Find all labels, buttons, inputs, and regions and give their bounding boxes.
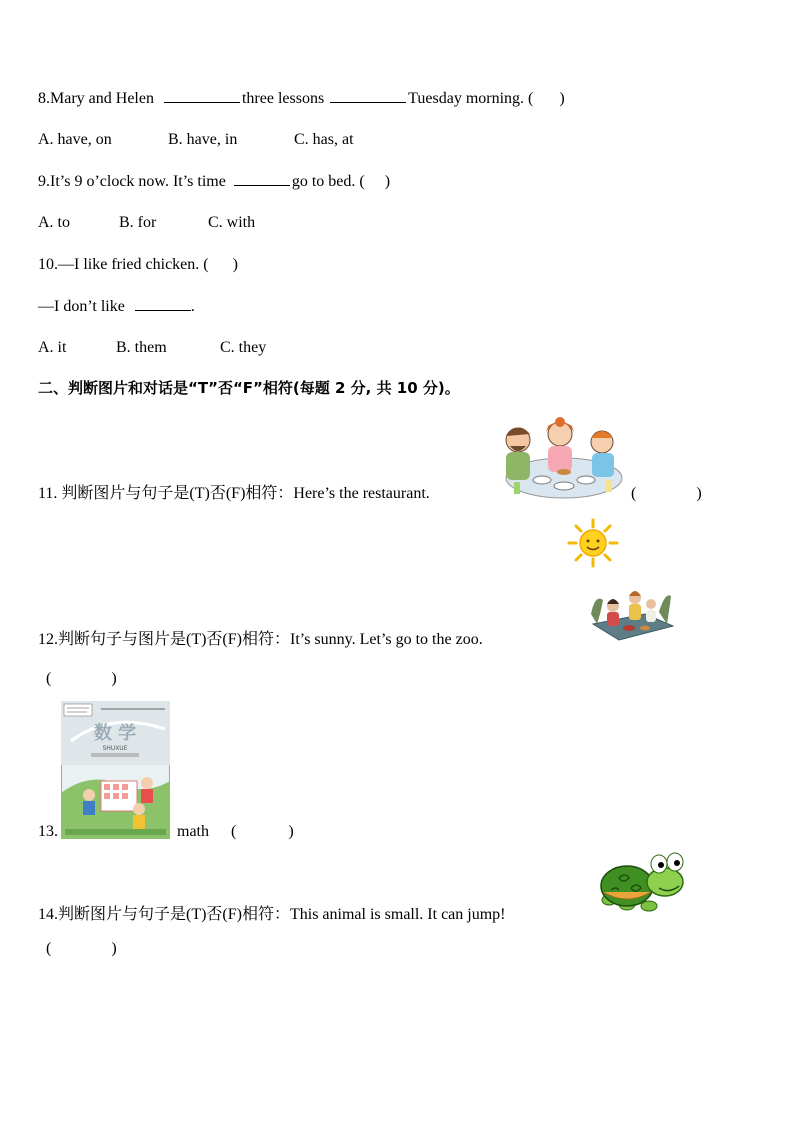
q13-word: math (177, 823, 209, 840)
question-10 (38, 255, 238, 275)
q13-paren-open: ( (231, 823, 237, 840)
turtle-image (597, 848, 689, 920)
q14-paren-close: ) (111, 940, 117, 957)
q8-prefix: 8.Mary and Helen (38, 90, 154, 107)
q8-middle: three lessons (241, 90, 325, 107)
q13-paren-close: ) (288, 823, 294, 840)
question-12 (38, 630, 483, 650)
q13-word-line (177, 822, 209, 842)
q10-line1: 10.—I like fried chicken. ( (38, 256, 209, 273)
q9-prefix: 9.It’s 9 o’clock now. It’s time (38, 173, 226, 190)
q11-text: 11. 判断图片与句子是(T)否(F)相符：Here’s the restaurant. (38, 485, 430, 502)
q8-option-c[interactable]: C. has, at (294, 131, 354, 148)
question-11 (38, 484, 430, 504)
q13-answer-box[interactable] (231, 822, 294, 842)
question-13 (38, 822, 58, 842)
family-dining-image (502, 416, 627, 500)
q9-suffix: go to bed. ( (291, 173, 365, 190)
q11-paren-close: ) (696, 485, 702, 502)
q8-blank-1[interactable] (164, 88, 240, 103)
q8-blank-2[interactable] (330, 88, 406, 103)
q12-answer-box[interactable] (46, 669, 117, 689)
q11-answer-box[interactable] (631, 484, 702, 504)
q9-option-b[interactable]: B. for (119, 214, 157, 231)
q10-option-b[interactable]: B. them (116, 339, 167, 356)
q9-option-a[interactable]: A. to (38, 214, 70, 231)
q12-paren-open: ( (46, 670, 52, 687)
q8-option-b[interactable]: B. have, in (168, 131, 238, 148)
q14-text: 14.判断图片与句子是(T)否(F)相符：This animal is small. It can jump! (38, 906, 506, 923)
section-2-heading: 二、判断图片和对话是“T”否“F”相符(每题 2 分, 共 10 分)。 (38, 379, 460, 397)
q9-blank[interactable] (234, 171, 290, 186)
book-pinyin: SHUXUE (102, 745, 128, 752)
q8-suffix: Tuesday morning. ( (408, 90, 534, 107)
question-8 (38, 88, 565, 109)
q10-line2-suffix: . (190, 298, 195, 315)
book-title: 数 学 (93, 723, 137, 744)
sun-image (567, 518, 619, 568)
question-14 (38, 905, 506, 925)
math-textbook-image (61, 701, 170, 839)
q10-option-c[interactable]: C. they (220, 339, 267, 356)
q14-paren-open: ( (46, 940, 52, 957)
q10-blank[interactable] (135, 296, 191, 311)
q8-close: ) (559, 90, 565, 107)
q10-response (38, 296, 195, 317)
q10-line2-prefix: —I don’t like (38, 298, 125, 315)
q8-option-a[interactable]: A. have, on (38, 131, 112, 148)
q10-options (38, 338, 266, 358)
q12-paren-close: ) (111, 670, 117, 687)
q9-close: ) (384, 173, 391, 190)
q12-text: 12.判断句子与图片是(T)否(F)相符：It’s sunny. Let’s go to the zoo. (38, 631, 483, 648)
question-9 (38, 171, 390, 192)
q9-option-c[interactable]: C. with (208, 214, 256, 231)
q14-answer-box[interactable] (46, 939, 117, 959)
q8-options (38, 130, 354, 150)
picnic-image (589, 584, 675, 642)
q11-paren-open: ( (631, 485, 637, 502)
q9-options (38, 213, 255, 233)
q10-close: ) (232, 256, 238, 273)
q13-number: 13. (38, 823, 58, 840)
q10-option-a[interactable]: A. it (38, 339, 67, 356)
